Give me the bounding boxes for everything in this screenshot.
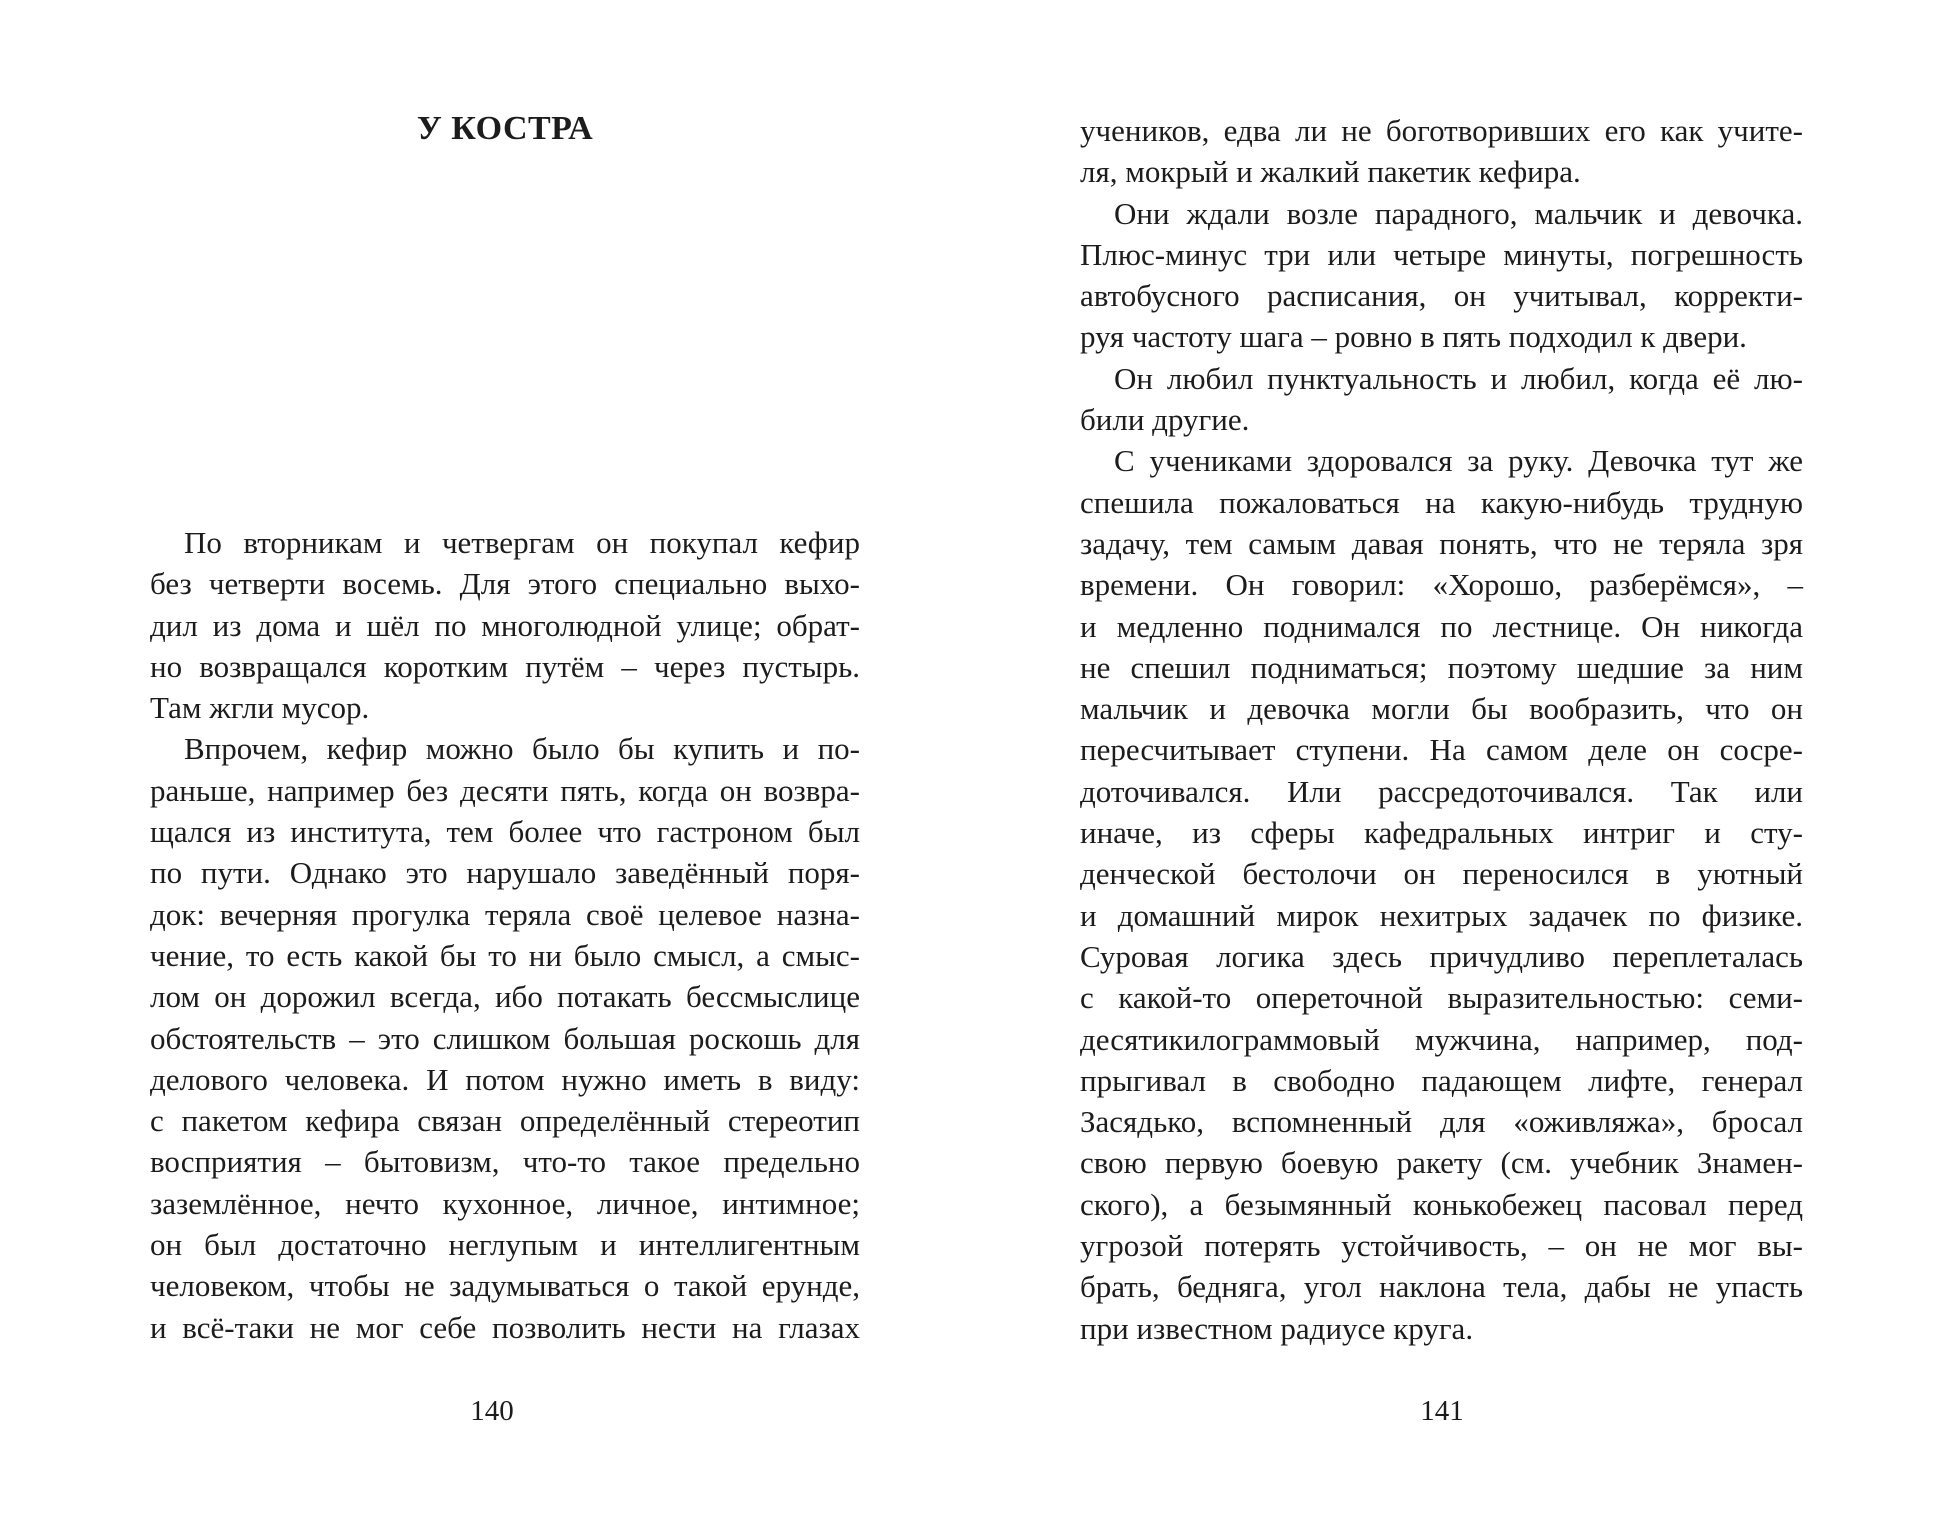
text-line: не спешил подниматься; поэтому шедшие за ним bbox=[1080, 649, 1803, 685]
text-line: ля, мокрый и жалкий пакетик кефира. bbox=[1080, 154, 1581, 190]
text-line: мальчик и девочка могли бы вообразить, что он bbox=[1080, 691, 1803, 727]
text-line: били другие. bbox=[1080, 402, 1250, 438]
text-line: Плюс-минус три или четыре минуты, погрешность bbox=[1080, 236, 1803, 272]
text-line: свою первую боевую ракету (см. учебник Знамен- bbox=[1080, 1145, 1803, 1181]
text-line: прыгивал в свободно падающем лифте, генерал bbox=[1080, 1062, 1803, 1098]
text-line: при известном радиусе круга. bbox=[1080, 1310, 1474, 1346]
text-line: по пути. Однако это нарушало заведённый поря- bbox=[150, 855, 860, 891]
text-line: денческой бестолочи он переносился в уютный bbox=[1080, 856, 1803, 892]
text-line: Там жгли мусор. bbox=[150, 690, 370, 726]
text-line: он был достаточно неглупым и интеллигентным bbox=[150, 1227, 860, 1263]
text-line: и медленно поднимался по лестнице. Он никогда bbox=[1080, 608, 1803, 644]
text-line: доточивался. Или рассредоточивался. Так или bbox=[1080, 773, 1803, 809]
text-line: руя частоту шага – ровно в пять подходил к двери. bbox=[1080, 319, 1747, 355]
text-line: с пакетом кефира связан определённый стереотип bbox=[150, 1103, 860, 1139]
left-page-text bbox=[150, 522, 860, 1348]
text-line: задачу, тем самым давая понять, что не теряла зря bbox=[1080, 525, 1803, 561]
chapter-title: У КОСТРА bbox=[416, 110, 594, 147]
text-line: чение, то есть какой бы то ни было смысл, а смыс- bbox=[150, 937, 860, 973]
text-line: с какой-то опереточной выразительностью: семи- bbox=[1080, 980, 1803, 1016]
text-line: и всё-таки не мог себе позволить нести на глазах bbox=[150, 1309, 860, 1345]
text-line: Суровая логика здесь причудливо переплеталась bbox=[1080, 938, 1803, 974]
text-line: лом он дорожил всегда, ибо потакать бессмыслице bbox=[150, 979, 860, 1015]
page-number-right: 141 bbox=[1420, 1395, 1464, 1427]
text-line: щался из института, тем более что гастроном был bbox=[150, 814, 860, 850]
text-line: угрозой потерять устойчивость, – он не мог вы- bbox=[1080, 1228, 1803, 1264]
text-line: ского), а безымянный конькобежец пасовал перед bbox=[1080, 1186, 1803, 1222]
text-line: без четверти восемь. Для этого специально выхо- bbox=[150, 566, 860, 602]
text-line: спешила пожаловаться на какую-нибудь трудную bbox=[1080, 484, 1803, 520]
right-page bbox=[978, 0, 1956, 1532]
text-line: брать, бедняга, угол наклона тела, дабы не упасть bbox=[1080, 1269, 1803, 1305]
right-page-text bbox=[1080, 110, 1803, 1349]
text-line: С учениками здоровался за руку. Девочка тут же bbox=[1114, 443, 1803, 479]
text-line: Он любил пунктуальность и любил, когда её лю- bbox=[1114, 360, 1803, 396]
text-line: делового человека. И потом нужно иметь в виду: bbox=[150, 1061, 860, 1097]
text-line: человеком, чтобы не задумываться о такой ерунде, bbox=[150, 1268, 860, 1304]
text-line: времени. Он говорил: «Хорошо, разберёмся», – bbox=[1080, 567, 1803, 603]
text-line: Засядько, вспомненный для «оживляжа», бросал bbox=[1080, 1104, 1803, 1140]
text-line: дил из дома и шёл по многолюдной улице; обрат- bbox=[150, 607, 860, 643]
text-line: пересчитывает ступени. На самом деле он сосре- bbox=[1080, 732, 1803, 768]
text-line: док: вечерняя прогулка теряла своё целевое назна- bbox=[150, 896, 860, 932]
text-line: заземлённое, нечто кухонное, личное, интимное; bbox=[150, 1185, 860, 1221]
text-line: иначе, из сферы кафедральных интриг и сту- bbox=[1080, 815, 1803, 851]
text-line: автобусного расписания, он учитывал, корректи- bbox=[1080, 278, 1803, 314]
text-line: Они ждали возле парадного, мальчик и девочка. bbox=[1114, 195, 1803, 231]
text-line: учеников, едва ли не боготворивших его как учите- bbox=[1080, 113, 1803, 148]
text-line: обстоятельств – это слишком большая роскошь для bbox=[150, 1020, 860, 1056]
text-line: десятикилограммовый мужчина, например, под- bbox=[1080, 1021, 1803, 1057]
text-line: Впрочем, кефир можно было бы купить и по- bbox=[184, 731, 860, 767]
text-line: и домашний мирок нехитрых задачек по физике. bbox=[1080, 897, 1803, 933]
text-line: раньше, например без десяти пять, когда он возвра- bbox=[150, 772, 860, 808]
page-number-left: 140 bbox=[470, 1395, 514, 1427]
text-line: восприятия – бытовизм, что-то такое предельно bbox=[150, 1144, 860, 1180]
text-line: По вторникам и четвергам он покупал кефир bbox=[184, 525, 860, 560]
text-line: но возвращался коротким путём – через пустырь. bbox=[150, 648, 860, 684]
